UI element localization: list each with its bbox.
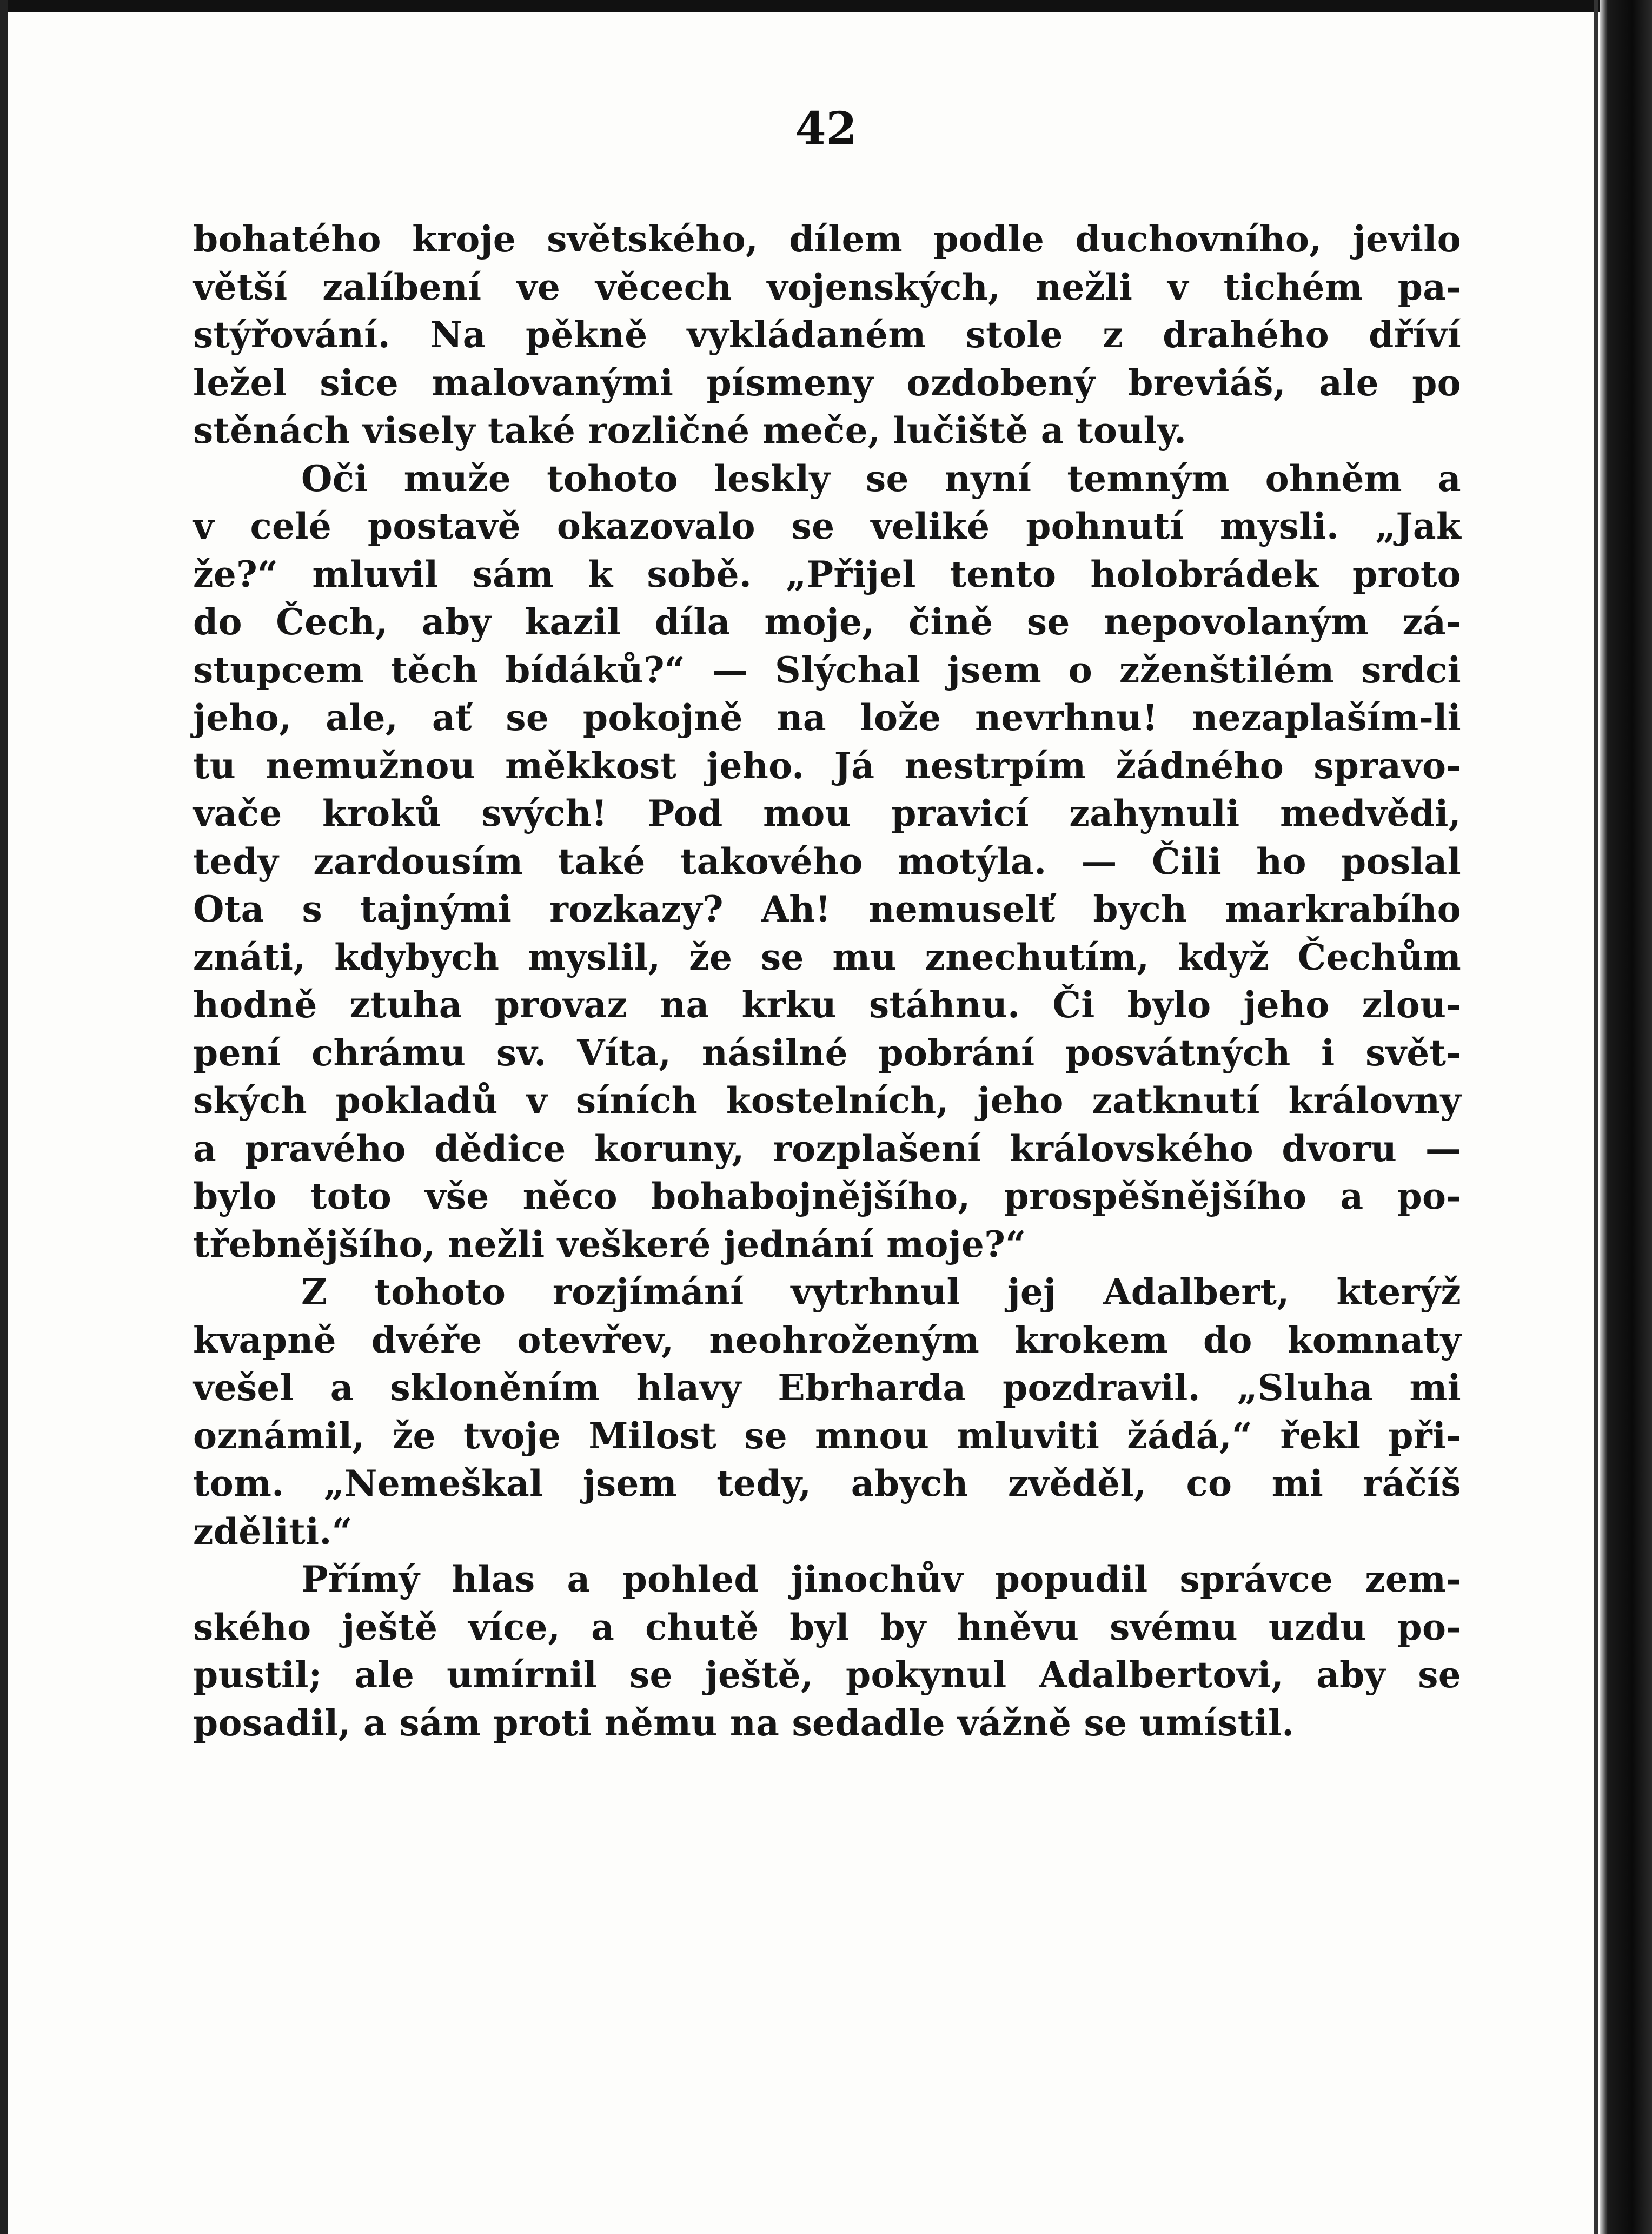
text-line: ských pokladů v síních kostelních, jeho zatknutí královny [193, 1079, 1461, 1122]
text-line: Z tohoto rozjímání vytrhnul jej Adalbert, kterýž [301, 1271, 1461, 1313]
text-line: tu nemužnou měkkost jeho. Já nestrpím žádného spravo- [193, 744, 1461, 787]
text-line: do Čech, aby kazil díla moje, čině se nepovolaným zá- [193, 601, 1461, 643]
text-line: Přímý hlas a pohled jinochův popudil správce zem- [301, 1558, 1461, 1600]
text-line: v celé postavě okazovalo se veliké pohnutí mysli. „Jak [193, 505, 1461, 547]
text-line: vešel a skloněním hlavy Ebrharda pozdravil. „Sluha mi [193, 1367, 1461, 1409]
paragraph [193, 1268, 1461, 1555]
text-line: posadil, a sám proti němu na sedadle vážně se umístil. [193, 1701, 1295, 1744]
text-line: kvapně dvéře otevřev, neohroženým krokem do komnaty [193, 1318, 1461, 1361]
text-line: Ota s tajnými rozkazy? Ah! nemuselť bych markrabího [193, 888, 1461, 930]
text-line: ležel sice malovanými písmeny ozdobený breviáš, ale po [193, 361, 1461, 404]
text-line: třebnějšího, nežli veškeré jednání moje?“ [193, 1223, 1026, 1265]
text-line: pení chrámu sv. Víta, násilné pobrání posvátných i svět- [193, 1031, 1461, 1074]
text-line: hodně ztuha provaz na krku stáhnu. Či bylo jeho zlou- [193, 984, 1461, 1026]
text-line: stýřování. Na pěkně vykládaném stole z drahého dříví [193, 314, 1461, 356]
body-text [193, 215, 1461, 1747]
text-line: Oči muže tohoto leskly se nyní temným ohněm a [301, 457, 1461, 500]
page-number: 42 [795, 103, 857, 155]
text-line: stupcem těch bídáků?“ — Slýchal jsem o zženštilém srdci [193, 648, 1461, 691]
text-line: znáti, kdybych myslil, že se mu znechutím, když Čechům [193, 936, 1461, 978]
text-line: že?“ mluvil sám k sobě. „Přijel tento holobrádek proto [193, 553, 1461, 595]
text-line: pustil; ale umírnil se ještě, pokynul Adalbertovi, aby se [193, 1654, 1461, 1696]
text-line: jeho, ale, ať se pokojně na lože nevrhnu! nezaplaším-li [193, 697, 1461, 739]
text-line: a pravého dědice koruny, rozplašení královského dvoru — [193, 1127, 1461, 1170]
paragraph [193, 215, 1461, 455]
text-line: vače kroků svých! Pod mou pravicí zahynuli medvědi, [193, 792, 1461, 834]
text-line: větší zalíbení ve věcech vojenských, nežli v tichém pa- [193, 266, 1461, 308]
text-line: oznámil, že tvoje Milost se mnou mluviti žádá,“ řekl při- [193, 1414, 1461, 1457]
scan-border-right [1600, 0, 1652, 2234]
text-line: ského ještě více, a chutě byl by hněvu svému uzdu po- [193, 1606, 1461, 1648]
text-line: stěnách visely také rozličné meče, lučiště a touly. [193, 409, 1187, 452]
text-line: tom. „Nemeškal jsem tedy, abych zvěděl, co mi ráčíš [193, 1462, 1461, 1504]
page-gutter-line [1594, 0, 1598, 2234]
text-line: zděliti.“ [193, 1510, 353, 1553]
scan-border-top [0, 0, 1652, 12]
text-line: bylo toto vše něco bohabojnějšího, prospěšnějšího a po- [193, 1175, 1461, 1217]
paragraph [193, 455, 1461, 1269]
text-line: bohatého kroje světského, dílem podle duchovního, jevilo [193, 218, 1461, 260]
paragraph [193, 1555, 1461, 1747]
text-line: tedy zardousím také takového motýla. — Čili ho poslal [193, 840, 1461, 883]
scan-border-left [0, 0, 8, 2234]
